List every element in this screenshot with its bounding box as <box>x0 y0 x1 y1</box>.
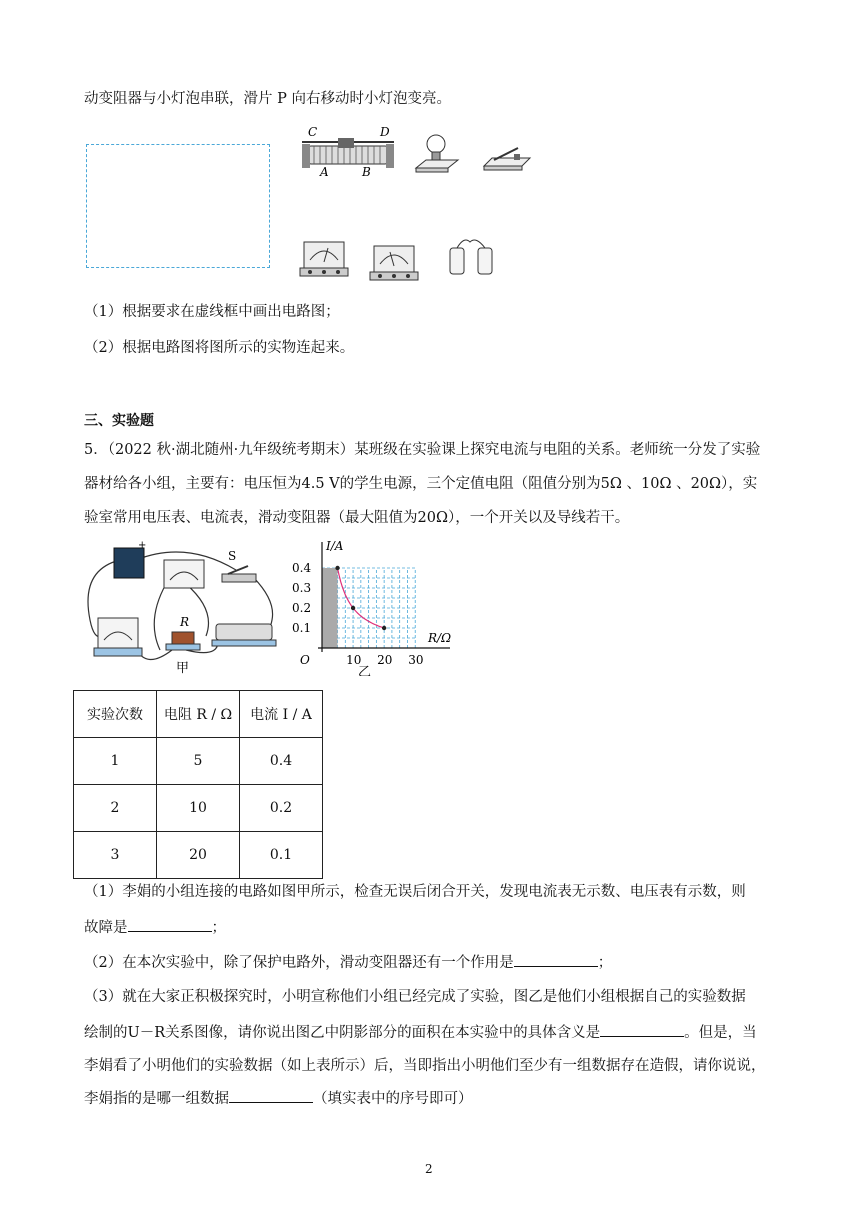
page-number: 2 <box>425 1162 433 1176</box>
figure-jia <box>76 540 296 680</box>
svg-text:+: + <box>138 540 147 551</box>
x-tick-label: 10 <box>346 653 362 667</box>
q5-part2 <box>84 952 612 973</box>
q4-item-1: （1）根据要求在虚线框中画出电路图； <box>84 304 340 320</box>
q5-line-1: 5．（2022 秋·湖北随州·九年级统考期末）某班级在实验课上探究电流与电阻的关系。老师统一分发了实验 <box>84 442 761 458</box>
y-tick-label: 0.2 <box>292 601 312 615</box>
data-table <box>73 690 323 879</box>
q5-part2-suffix: ； <box>597 955 613 971</box>
table-header-cell: 实验次数 <box>74 691 157 738</box>
x-tick-label: 30 <box>408 653 424 667</box>
origin-label: O <box>300 653 310 667</box>
apparatus-figure <box>298 124 538 284</box>
table-cell: 2 <box>74 785 157 832</box>
intro-line: 动变阻器与小灯泡串联，滑片 P 向右移动时小灯泡变亮。 <box>84 91 451 107</box>
answer-blank-1[interactable] <box>128 917 212 932</box>
table-row <box>74 832 323 879</box>
figure-yi-caption: 乙 <box>358 665 372 676</box>
bulb-illustration <box>416 135 458 172</box>
q5-part3d-prefix: 李娟指的是哪一组数据 <box>84 1091 229 1107</box>
voltmeter-illustration <box>370 246 418 280</box>
q5-line-2: 器材给各小组，主要有：电压恒为4.5 V的学生电源，三个定值电阻（阻值分别为5Ω 、10Ω 、20Ω），实 <box>84 476 758 492</box>
figure-jia-caption: 甲 <box>176 661 190 676</box>
q5-part3-prefix: 绘制的U－R关系图像，请你说出图乙中阴影部分的面积在本实验中的具体含义是 <box>84 1025 601 1041</box>
q5-part3d-suffix: （填实表中的序号即可） <box>313 1091 473 1107</box>
table-cell: 0.4 <box>240 738 323 785</box>
table-cell: 0.2 <box>240 785 323 832</box>
x-tick-label: 20 <box>377 653 393 667</box>
resistor-label: R <box>180 615 190 629</box>
switch-label: S <box>228 549 237 563</box>
rheostat-illustration <box>302 125 394 179</box>
table-cell: 10 <box>157 785 240 832</box>
table-cell: 1 <box>74 738 157 785</box>
circuit-drawing-box[interactable] <box>86 144 270 268</box>
q5-part3-suffix: 。但是，当 <box>684 1025 757 1041</box>
table-row <box>74 785 323 832</box>
x-axis-label: R/Ω <box>428 631 452 645</box>
rheostat-label-d: D <box>380 125 390 139</box>
table-row <box>74 738 323 785</box>
y-axis-label: I/A <box>326 539 344 553</box>
battery-illustration <box>450 240 492 274</box>
table-cell: 3 <box>74 832 157 879</box>
data-point <box>382 626 386 630</box>
q5-part3-line2 <box>84 1022 757 1043</box>
table-cell: 5 <box>157 738 240 785</box>
q5-line-3: 验室常用电压表、电流表，滑动变阻器（最大阻值为20Ω），一个开关以及导线若干。 <box>84 510 630 526</box>
rheostat-label-a: A <box>320 165 329 179</box>
q5-part3-line1: （3）就在大家正积极探究时，小明宣称他们小组已经完成了实验，图乙是他们小组根据自己的实验数据 <box>84 989 746 1005</box>
q5-part1-suffix: ； <box>211 920 226 936</box>
q5-part1-prefix: 故障是 <box>84 920 128 936</box>
answer-blank-2[interactable] <box>514 952 598 967</box>
ammeter-illustration <box>300 242 348 276</box>
y-tick-label: 0.1 <box>292 621 312 635</box>
table-cell: 0.1 <box>240 832 323 879</box>
section-title: 三、实验题 <box>84 413 154 429</box>
chart-shaded-region <box>322 568 338 648</box>
table-header-cell: 电流 I / A <box>240 691 323 738</box>
answer-blank-4[interactable] <box>229 1088 313 1103</box>
q5-part1-line2 <box>84 917 226 938</box>
data-point <box>335 566 339 570</box>
figure-yi-chart <box>286 536 466 676</box>
q5-part3-line4 <box>84 1088 473 1109</box>
y-tick-label: 0.4 <box>292 561 312 575</box>
switch-illustration <box>484 148 530 170</box>
q5-part2-prefix: （2）在本次实验中，除了保护电路外，滑动变阻器还有一个作用是 <box>84 955 514 971</box>
q5-part1-line1: （1）李娟的小组连接的电路如图甲所示，检查无误后闭合开关，发现电流表无示数、电压表有示数，则 <box>84 884 746 900</box>
answer-blank-3[interactable] <box>600 1022 684 1037</box>
rheostat-label-c: C <box>308 125 318 139</box>
table-header-row <box>74 691 323 738</box>
data-point <box>351 606 355 610</box>
y-tick-label: 0.3 <box>292 581 312 595</box>
q4-item-2: （2）根据电路图将图所示的实物连起来。 <box>84 340 355 356</box>
q5-part3-line3: 李娟看了小明他们的实验数据（如上表所示）后，当即指出小明他们至少有一组数据存在造假，请你说说， <box>84 1058 766 1074</box>
table-header-cell: 电阻 R / Ω <box>157 691 240 738</box>
rheostat-label-b: B <box>362 165 371 179</box>
table-cell: 20 <box>157 832 240 879</box>
